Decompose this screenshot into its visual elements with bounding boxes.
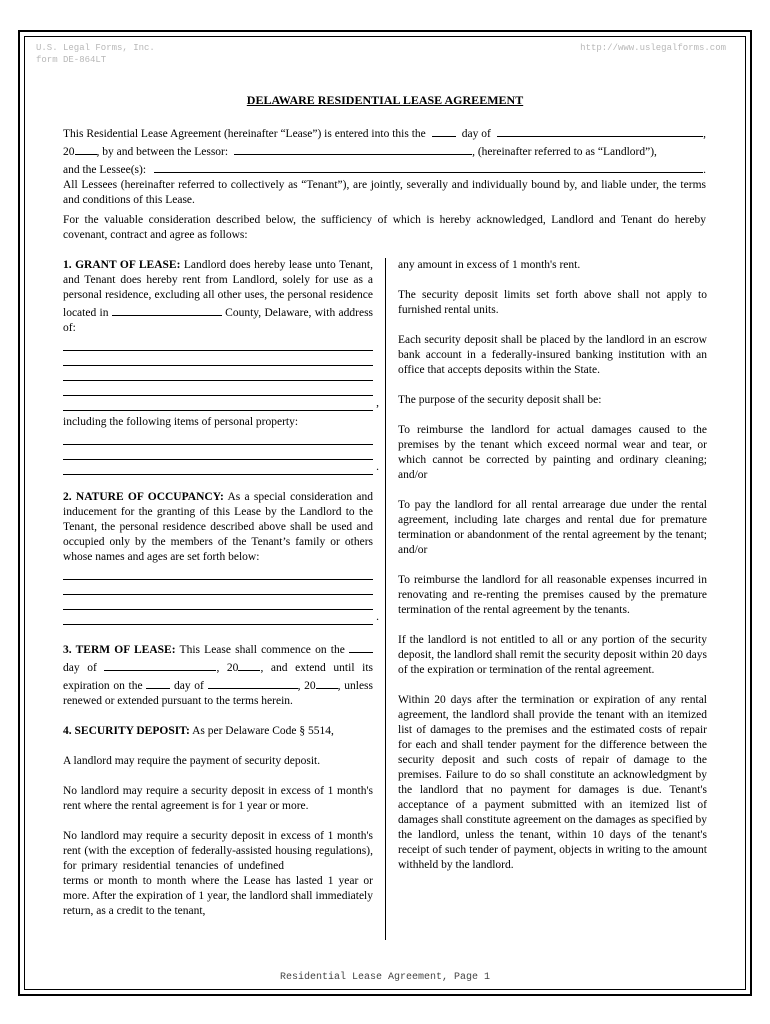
occupant-line[interactable] — [63, 580, 373, 595]
section-1-text-b: County, Delaware, with address of: — [63, 307, 374, 334]
section-3-text-b: day of — [63, 662, 97, 674]
address-lines — [63, 336, 379, 411]
section-3-text-a: This Lease shall commence on the — [179, 644, 345, 656]
property-line[interactable] — [63, 445, 373, 460]
end-day-blank[interactable] — [146, 676, 170, 689]
para-no-landlord-2 — [63, 829, 373, 919]
section-4 — [63, 724, 373, 739]
intro-lessee-label: and the Lessee(s): — [63, 164, 147, 176]
end-month-blank[interactable] — [208, 676, 298, 689]
section-3 — [63, 640, 373, 709]
occupant-line[interactable] — [63, 565, 373, 580]
section-3-text-c: , 20 — [216, 662, 239, 674]
section-1-text: Landlord does hereby lease unto Tenant, and Tenant does hereby rent from Landlord, solely for use as a personal residence, excluding all other uses, the personal residence located in — [63, 259, 373, 319]
address-line[interactable]: , — [63, 396, 373, 411]
para-excess: any amount in excess of 1 month's rent. — [398, 259, 581, 271]
para-no-landlord-2a: No landlord may require a security deposit in excess of 1 month's rent (with the exception of federally-assisted housing regulations), for primary residential tenancies of undefined — [63, 830, 373, 872]
intro-paragraph — [63, 124, 706, 208]
section-2-text: As a special consideration and inducement for the granting of this Lease by the Landlord to the Tenant, the personal residence described above shall be used and occupied only by the members of the Tenant’s family or others whose names and ages are set forth below: — [63, 491, 373, 563]
address-line[interactable] — [63, 336, 373, 351]
para-purpose: The purpose of the security deposit shall be: — [398, 394, 602, 406]
intro-lessor-label: , by and between the Lessor: — [96, 146, 229, 158]
intro-day-of: day of — [461, 128, 491, 140]
intro-landlord-def: , (hereinafter referred to as “Landlord”), — [472, 146, 657, 158]
start-day-blank[interactable] — [349, 640, 373, 653]
occupant-line[interactable]: . — [63, 610, 373, 625]
start-year-blank[interactable] — [238, 658, 260, 671]
address-line[interactable] — [63, 366, 373, 381]
end-year-blank[interactable] — [316, 676, 338, 689]
lessee-blank[interactable] — [154, 160, 703, 173]
property-line[interactable]: . — [63, 460, 373, 475]
right-column — [398, 258, 707, 873]
county-blank[interactable] — [112, 303, 222, 316]
section-3-text-e: day of — [174, 680, 204, 692]
company-name: U.S. Legal Forms, Inc. — [36, 43, 155, 53]
section-3-text-d: , and extend until its expiration on the — [63, 662, 374, 692]
intro-year-prefix: 20 — [63, 146, 75, 158]
section-3-text-g: , unless renewed or extended pursuant to the terms herein. — [63, 680, 373, 707]
document-title: DELAWARE RESIDENTIAL LEASE AGREEMENT — [246, 93, 524, 107]
occupant-lines — [63, 565, 379, 625]
para-expenses: To reimburse the landlord for all reasonable expenses incurred in renovating and re-renting the premises caused by the premature termination of the rental agreement by the tenants. — [398, 574, 707, 616]
intro-comma: , — [703, 128, 706, 140]
left-column — [63, 258, 379, 919]
para-no-landlord-2b: terms or month to month where the Lease has lasted 1 year or more. After the expiration of 1 year, the landlord shall immediately return, as a credit to the tenant, — [63, 875, 373, 917]
para-may-require: A landlord may require the payment of security deposit. — [63, 755, 321, 767]
column-divider — [385, 258, 386, 940]
intro-lessees-text: All Lessees (hereinafter referred to collectively as “Tenant”), are jointly, severally and individually bound by, and liable under, the terms and conditions of this Lease. — [63, 179, 706, 206]
para-limits: The security deposit limits set forth above shall not apply to furnished rental units. — [398, 289, 707, 316]
section-2 — [63, 490, 373, 565]
month-blank[interactable] — [497, 124, 703, 137]
section-3-text-f: , 20 — [297, 680, 316, 692]
address-line[interactable] — [63, 351, 373, 366]
property-line[interactable] — [63, 430, 373, 445]
personal-property-label: including the following items of personal property: — [63, 416, 299, 428]
header-url: http://www.uslegalforms.com — [580, 43, 726, 53]
property-lines — [63, 430, 379, 475]
page-footer: Residential Lease Agreement, Page 1 — [279, 972, 491, 983]
section-4-heading: 4. SECURITY DEPOSIT: — [63, 725, 190, 737]
section-1 — [63, 258, 373, 336]
para-reimburse: To reimburse the landlord for actual damages caused to the premises by the tenant which exceed normal wear and tear, or which cannot be corrected by painting and ordinary cleaning; and/or — [398, 424, 707, 481]
start-month-blank[interactable] — [104, 658, 216, 671]
para-escrow: Each security deposit shall be placed by the landlord in an escrow bank account in a federally-insured banking institution with an office that accepts deposits within the State. — [398, 334, 707, 376]
occupant-line[interactable] — [63, 595, 373, 610]
intro-period: . — [703, 164, 706, 176]
year-blank[interactable] — [75, 142, 97, 155]
para-within-20: Within 20 days after the termination or expiration of any rental agreement, the landlord shall provide the tenant with an itemized list of damages to the premises and the estimated costs of repair for each and shall tender payment for the difference between the security deposit and such costs of repair of damage to the premises. Failure to do so shall constitute an acknowledgment by the landlord that no payment for damages is due. Tenant's acceptance of a payment submitted with an itemized list of damages shall constitute agreement on the damages as specified by the landlord, unless the tenant, within 10 days of the tenant's receipt of such tender of payment, objects in writing to the amount withheld by the landlord. — [398, 694, 707, 871]
section-2-heading: 2. NATURE OF OCCUPANCY: — [63, 491, 224, 503]
para-no-landlord-1: No landlord may require a security deposit in excess of 1 month's rent where the rental agreement is for 1 year or more. — [63, 785, 373, 812]
day-blank[interactable] — [432, 124, 456, 137]
consideration-paragraph: For the valuable consideration described below, the sufficiency of which is hereby acknowledged, Landlord and Tenant do hereby covenant, contract and agree as follows: — [63, 214, 706, 241]
lessor-blank[interactable] — [234, 142, 472, 155]
para-not-entitled: If the landlord is not entitled to all or any portion of the security deposit, the landlord shall remit the security deposit within 20 days of the expiration or termination of the rental agreement. — [398, 634, 707, 676]
address-line[interactable] — [63, 381, 373, 396]
para-arrearage: To pay the landlord for all rental arrearage due under the rental agreement, including late charges and rental due for premature termination or abandonment of the rental agreement by the tenant; and/or — [398, 499, 707, 556]
section-4-text: As per Delaware Code § 5514, — [192, 725, 334, 737]
form-id: form DE-864LT — [36, 55, 107, 65]
intro-line-1: This Residential Lease Agreement (hereinafter “Lease”) is entered into this the — [63, 128, 426, 140]
section-3-heading: 3. TERM OF LEASE: — [63, 644, 176, 656]
section-1-heading: 1. GRANT OF LEASE: — [63, 259, 181, 271]
header-left — [36, 42, 155, 66]
